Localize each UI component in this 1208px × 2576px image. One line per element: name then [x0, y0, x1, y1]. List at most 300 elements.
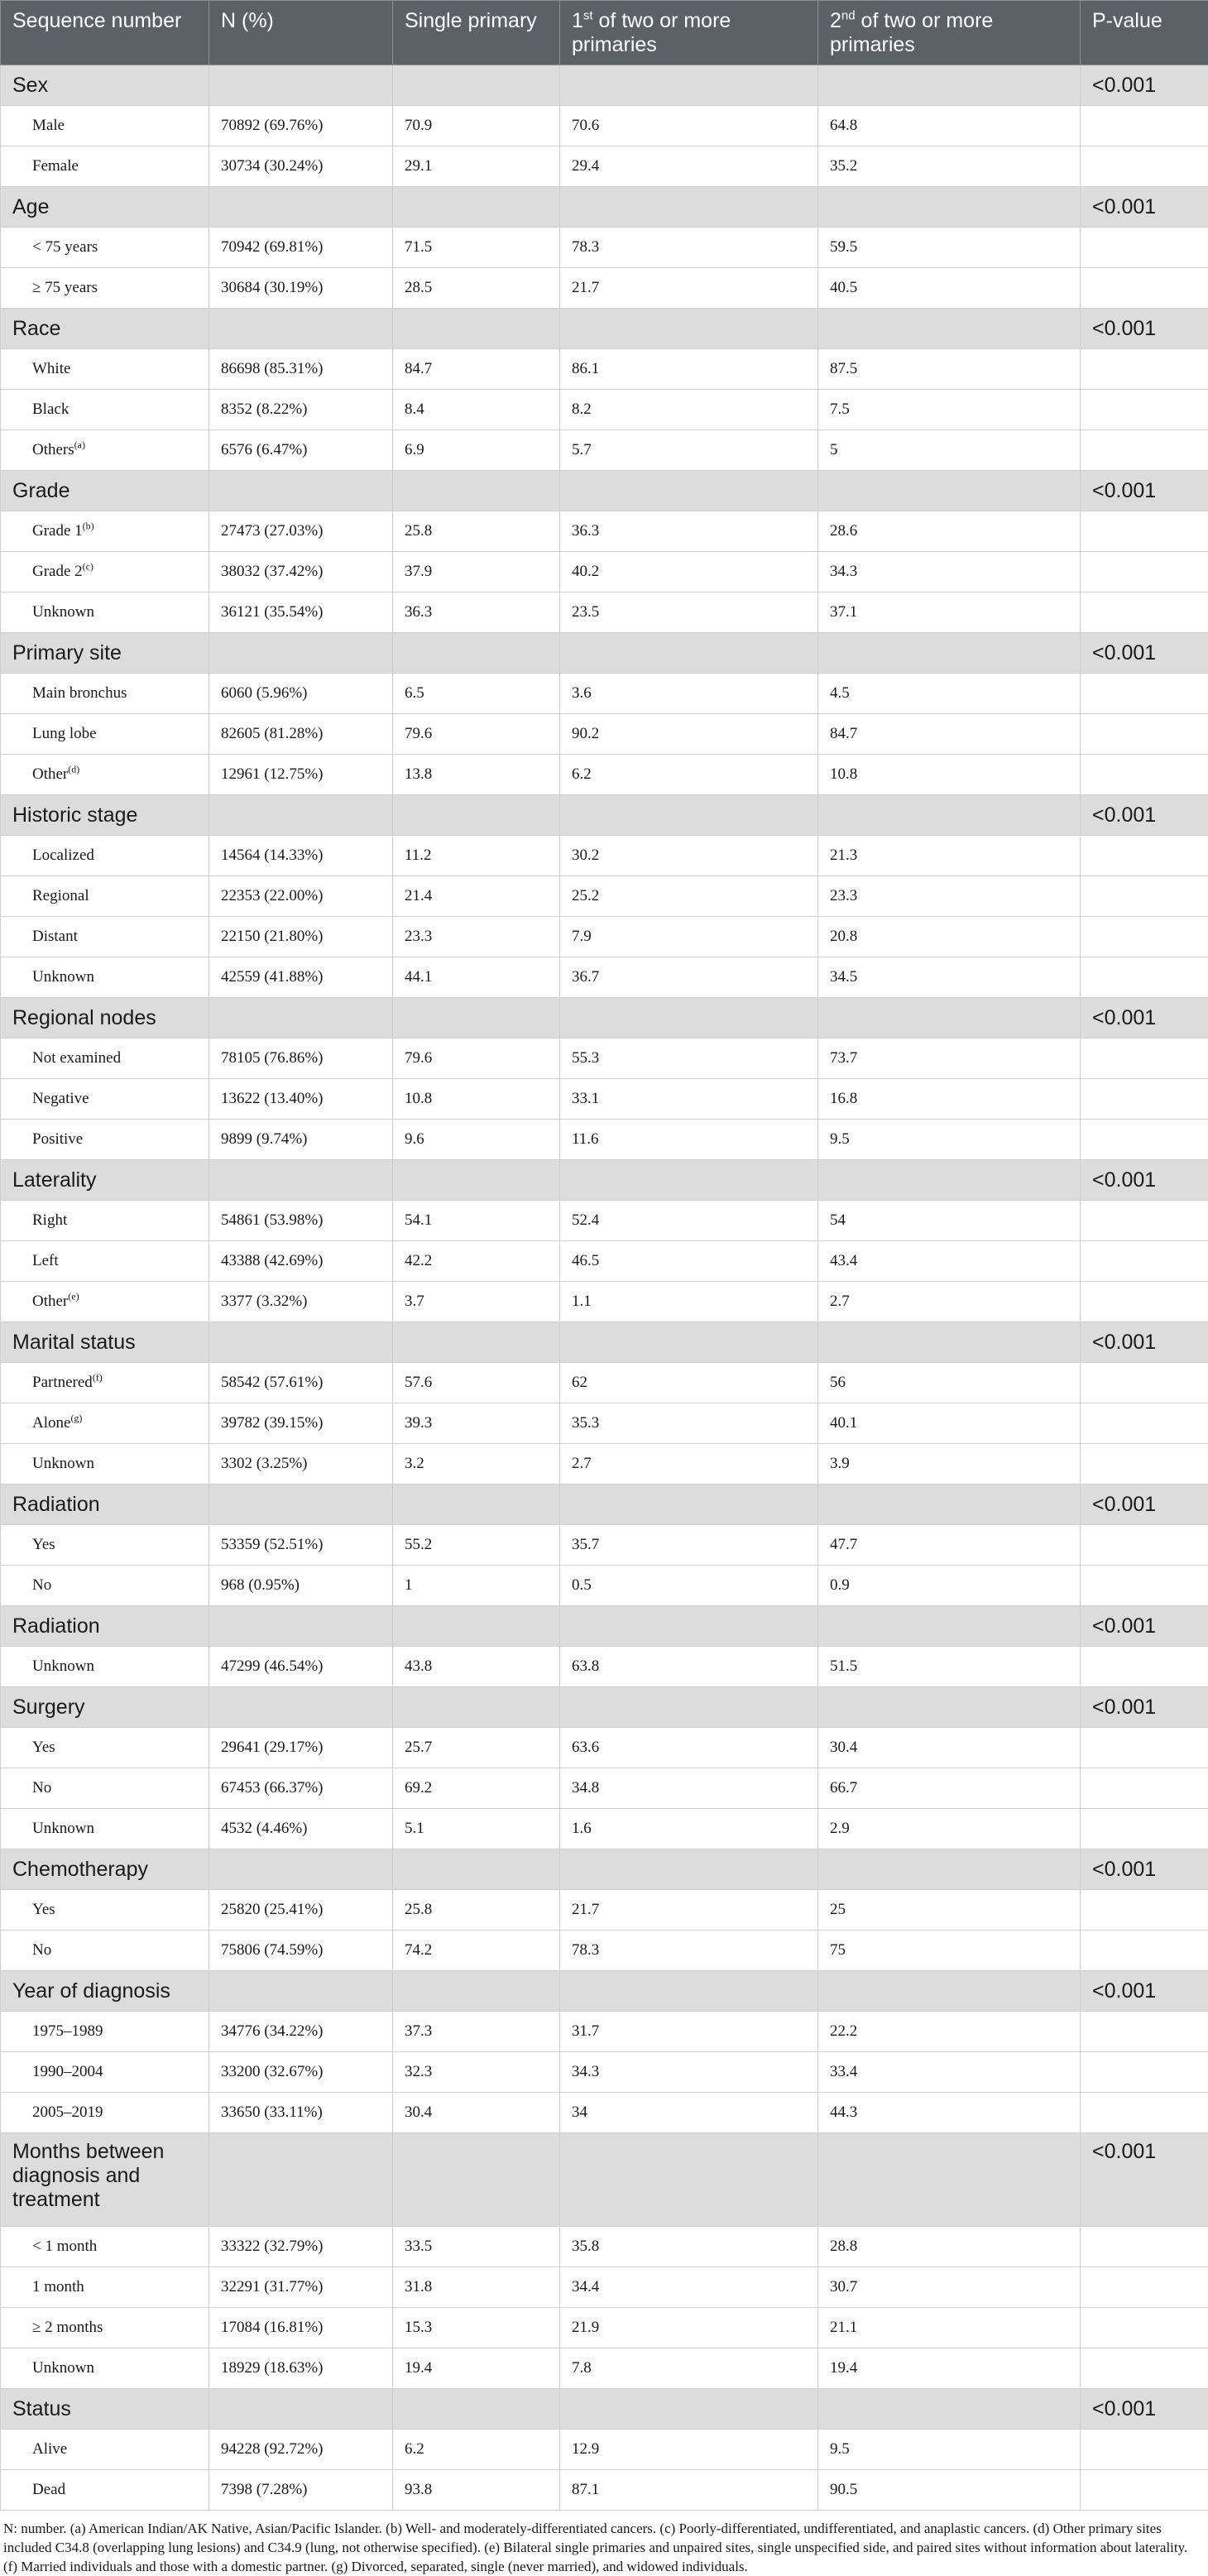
- cell-p-value-empty: [1081, 1647, 1208, 1687]
- cell-second-of-two: 87.5: [818, 349, 1081, 390]
- cell-second-of-two: 51.5: [818, 1647, 1081, 1687]
- group-empty-cell: [560, 1485, 818, 1525]
- cell-p-value-empty: [1081, 228, 1208, 268]
- row-label-text: Unknown: [32, 2359, 94, 2377]
- table-row: [1, 2470, 1208, 2511]
- cell-n-percent: 36121 (35.54%): [209, 592, 393, 633]
- group-name: Radiation: [1, 1485, 209, 1525]
- cell-single-primary: 1: [393, 1566, 560, 1606]
- cell-single-primary: 6.2: [393, 2430, 560, 2470]
- group-empty-cell: [818, 1160, 1081, 1201]
- row-label: [1, 836, 209, 876]
- cell-p-value-empty: [1081, 2470, 1208, 2511]
- row-label-text: Black: [32, 401, 69, 418]
- cell-first-of-two: 3.6: [560, 674, 818, 714]
- table-row: [1, 1079, 1208, 1120]
- cell-second-of-two: 28.8: [818, 2227, 1081, 2267]
- group-row: [1, 471, 1208, 511]
- header-second-sup: nd: [841, 9, 856, 23]
- group-name: Sex: [1, 65, 209, 106]
- header-first-num: 1: [572, 9, 583, 32]
- table-row: [1, 917, 1208, 957]
- table-row: [1, 755, 1208, 795]
- cell-p-value-empty: [1081, 2227, 1208, 2267]
- cell-p-value-empty: [1081, 1363, 1208, 1403]
- table-row: [1, 674, 1208, 714]
- row-label: [1, 1039, 209, 1079]
- group-empty-cell: [818, 309, 1081, 349]
- row-label-text: Others: [32, 441, 74, 458]
- cell-n-percent: 3302 (3.25%): [209, 1444, 393, 1485]
- row-label-text: Localized: [32, 847, 94, 864]
- row-label-footnote-marker: (c): [83, 561, 93, 573]
- group-empty-cell: [818, 2133, 1081, 2227]
- table-row: [1, 2348, 1208, 2389]
- group-empty-cell: [393, 1485, 560, 1525]
- group-row: [1, 1485, 1208, 1525]
- group-name: Regional nodes: [1, 998, 209, 1039]
- row-label: [1, 349, 209, 390]
- group-empty-cell: [393, 1606, 560, 1647]
- row-label-text: Distant: [32, 928, 78, 945]
- group-empty-cell: [209, 309, 393, 349]
- row-label-text: Regional: [32, 887, 89, 904]
- cell-single-primary: 25.7: [393, 1728, 560, 1768]
- group-empty-cell: [560, 795, 818, 836]
- cell-single-primary: 31.8: [393, 2267, 560, 2308]
- cell-n-percent: 47299 (46.54%): [209, 1647, 393, 1687]
- group-empty-cell: [393, 1322, 560, 1363]
- row-label-text: Lung lobe: [32, 725, 97, 742]
- row-label-text: Grade 2: [32, 563, 83, 580]
- row-label-text: < 1 month: [32, 2238, 97, 2255]
- row-label: [1, 1931, 209, 1971]
- cell-second-of-two: 22.2: [818, 2012, 1081, 2052]
- row-label-text: No: [32, 1576, 51, 1594]
- group-empty-cell: [818, 1971, 1081, 2012]
- cell-first-of-two: 29.4: [560, 146, 818, 187]
- table-row: [1, 228, 1208, 268]
- cell-first-of-two: 2.7: [560, 1444, 818, 1485]
- group-empty-cell: [393, 1160, 560, 1201]
- cell-n-percent: 53359 (52.51%): [209, 1525, 393, 1566]
- table-row: [1, 390, 1208, 430]
- cell-single-primary: 57.6: [393, 1363, 560, 1403]
- group-empty-cell: [209, 1687, 393, 1728]
- group-row: [1, 1971, 1208, 2012]
- cell-p-value-empty: [1081, 957, 1208, 998]
- cell-p-value-empty: [1081, 1768, 1208, 1809]
- group-empty-cell: [209, 633, 393, 674]
- group-empty-cell: [560, 1322, 818, 1363]
- row-label-text: Right: [32, 1211, 67, 1229]
- cell-second-of-two: 47.7: [818, 1525, 1081, 1566]
- cell-n-percent: 42559 (41.88%): [209, 957, 393, 998]
- cell-n-percent: 78105 (76.86%): [209, 1039, 393, 1079]
- cell-p-value-empty: [1081, 552, 1208, 592]
- group-empty-cell: [393, 633, 560, 674]
- cell-p-value-empty: [1081, 349, 1208, 390]
- table-row: [1, 1890, 1208, 1931]
- cell-single-primary: 8.4: [393, 390, 560, 430]
- cell-n-percent: 34776 (34.22%): [209, 2012, 393, 2052]
- cell-second-of-two: 40.5: [818, 268, 1081, 309]
- row-label: [1, 917, 209, 957]
- cell-p-value-empty: [1081, 430, 1208, 471]
- group-empty-cell: [560, 633, 818, 674]
- group-p-value: <0.001: [1081, 1687, 1208, 1728]
- group-empty-cell: [818, 633, 1081, 674]
- row-label-text: Yes: [32, 1536, 55, 1553]
- cell-first-of-two: 1.6: [560, 1809, 818, 1849]
- group-empty-cell: [209, 795, 393, 836]
- group-empty-cell: [818, 65, 1081, 106]
- cell-first-of-two: 86.1: [560, 349, 818, 390]
- row-label: [1, 674, 209, 714]
- row-label-text: White: [32, 360, 70, 377]
- group-p-value: <0.001: [1081, 1971, 1208, 2012]
- group-row: [1, 1322, 1208, 1363]
- row-label: [1, 1728, 209, 1768]
- cell-first-of-two: 7.8: [560, 2348, 818, 2389]
- row-label-text: Grade 1: [32, 522, 83, 540]
- group-empty-cell: [818, 1606, 1081, 1647]
- table-row: [1, 1768, 1208, 1809]
- cell-p-value-empty: [1081, 714, 1208, 755]
- cell-n-percent: 70942 (69.81%): [209, 228, 393, 268]
- cell-single-primary: 84.7: [393, 349, 560, 390]
- row-label-footnote-marker: (d): [68, 764, 79, 775]
- header-first-sup: st: [583, 9, 593, 23]
- group-empty-cell: [560, 471, 818, 511]
- cell-p-value-empty: [1081, 592, 1208, 633]
- row-label: [1, 1201, 209, 1241]
- cell-single-primary: 33.5: [393, 2227, 560, 2267]
- row-label: [1, 1363, 209, 1403]
- row-label: [1, 2348, 209, 2389]
- group-empty-cell: [393, 2389, 560, 2430]
- cell-second-of-two: 21.3: [818, 836, 1081, 876]
- cell-second-of-two: 40.1: [818, 1403, 1081, 1444]
- table-row: [1, 1525, 1208, 1566]
- group-p-value: <0.001: [1081, 998, 1208, 1039]
- cell-p-value-empty: [1081, 2308, 1208, 2348]
- table-row: [1, 1931, 1208, 1971]
- group-row: [1, 187, 1208, 228]
- cell-first-of-two: 36.3: [560, 511, 818, 552]
- cell-n-percent: 13622 (13.40%): [209, 1079, 393, 1120]
- cell-n-percent: 22150 (21.80%): [209, 917, 393, 957]
- cell-p-value-empty: [1081, 390, 1208, 430]
- table-row: [1, 2052, 1208, 2093]
- cell-first-of-two: 35.8: [560, 2227, 818, 2267]
- group-name: Marital status: [1, 1322, 209, 1363]
- table-row: [1, 2308, 1208, 2348]
- cell-first-of-two: 35.3: [560, 1403, 818, 1444]
- cell-first-of-two: 21.7: [560, 268, 818, 309]
- group-empty-cell: [209, 1485, 393, 1525]
- cell-first-of-two: 36.7: [560, 957, 818, 998]
- cell-n-percent: 33650 (33.11%): [209, 2093, 393, 2133]
- group-name: Months between diagnosis and treatment: [1, 2133, 209, 2227]
- row-label: [1, 1809, 209, 1849]
- cell-first-of-two: 52.4: [560, 1201, 818, 1241]
- cell-n-percent: 67453 (66.37%): [209, 1768, 393, 1809]
- cell-n-percent: 30734 (30.24%): [209, 146, 393, 187]
- table-row: [1, 1201, 1208, 1241]
- group-name: Age: [1, 187, 209, 228]
- cell-p-value-empty: [1081, 268, 1208, 309]
- group-row: [1, 1687, 1208, 1728]
- row-label: [1, 146, 209, 187]
- table-row: [1, 2227, 1208, 2267]
- cell-single-primary: 32.3: [393, 2052, 560, 2093]
- table-row: [1, 836, 1208, 876]
- cell-second-of-two: 5: [818, 430, 1081, 471]
- cell-single-primary: 42.2: [393, 1241, 560, 1282]
- table-row: [1, 1282, 1208, 1322]
- row-label-footnote-marker: (a): [74, 439, 85, 451]
- cell-p-value-empty: [1081, 2052, 1208, 2093]
- cell-first-of-two: 23.5: [560, 592, 818, 633]
- cell-single-primary: 74.2: [393, 1931, 560, 1971]
- cell-second-of-two: 33.4: [818, 2052, 1081, 2093]
- cell-second-of-two: 9.5: [818, 1120, 1081, 1160]
- group-empty-cell: [560, 187, 818, 228]
- cell-first-of-two: 21.7: [560, 1890, 818, 1931]
- group-p-value: <0.001: [1081, 2133, 1208, 2227]
- cell-p-value-empty: [1081, 1525, 1208, 1566]
- group-empty-cell: [818, 187, 1081, 228]
- cell-p-value-empty: [1081, 1931, 1208, 1971]
- cell-single-primary: 43.8: [393, 1647, 560, 1687]
- cell-second-of-two: 16.8: [818, 1079, 1081, 1120]
- row-label-text: Unknown: [32, 968, 94, 986]
- cell-p-value-empty: [1081, 1728, 1208, 1768]
- row-label-text: 2005–2019: [32, 2103, 103, 2121]
- cell-first-of-two: 78.3: [560, 1931, 818, 1971]
- table-footnote: N: number. (a) American Indian/AK Native, Asian/Pacific Islander. (b) Well- and moderately-differentiated cancers. (c) Poorly-differentiated, undifferentiated, and anaplastic cancers. (d) Other primary sites included C34.8 (overlapping lung lesions) and C34.9 (lung, not otherwise specified). (e) Bilateral single primaries and unpaired sites, single unspecified side, and paired sites without information about laterality. (f) Married individuals and those with a domestic partner. (g) Divorced, separated, single (never married), and widowed individuals.: [0, 2511, 1208, 2576]
- row-label: [1, 1079, 209, 1120]
- group-name: Grade: [1, 471, 209, 511]
- cell-single-primary: 30.4: [393, 2093, 560, 2133]
- cell-n-percent: 22353 (22.00%): [209, 876, 393, 917]
- row-label: [1, 1768, 209, 1809]
- cell-first-of-two: 70.6: [560, 106, 818, 146]
- row-label: [1, 2052, 209, 2093]
- cell-second-of-two: 90.5: [818, 2470, 1081, 2511]
- cell-first-of-two: 8.2: [560, 390, 818, 430]
- group-empty-cell: [393, 998, 560, 1039]
- row-label: [1, 106, 209, 146]
- cell-second-of-two: 23.3: [818, 876, 1081, 917]
- table-row: [1, 268, 1208, 309]
- cell-second-of-two: 59.5: [818, 228, 1081, 268]
- cell-p-value-empty: [1081, 2012, 1208, 2052]
- cell-single-primary: 79.6: [393, 1039, 560, 1079]
- cell-single-primary: 21.4: [393, 876, 560, 917]
- row-label: [1, 1566, 209, 1606]
- row-label: [1, 2267, 209, 2308]
- cell-single-primary: 10.8: [393, 1079, 560, 1120]
- group-empty-cell: [393, 1971, 560, 2012]
- group-empty-cell: [560, 1849, 818, 1890]
- table-row: [1, 1039, 1208, 1079]
- group-empty-cell: [393, 471, 560, 511]
- group-name: Race: [1, 309, 209, 349]
- cell-second-of-two: 30.4: [818, 1728, 1081, 1768]
- group-empty-cell: [560, 2389, 818, 2430]
- cell-n-percent: 94228 (92.72%): [209, 2430, 393, 2470]
- cell-n-percent: 8352 (8.22%): [209, 390, 393, 430]
- cell-single-primary: 69.2: [393, 1768, 560, 1809]
- cell-single-primary: 28.5: [393, 268, 560, 309]
- header-second-num: 2: [830, 9, 841, 32]
- header-second-of-two: [818, 1, 1081, 65]
- row-label: [1, 714, 209, 755]
- cell-n-percent: 17084 (16.81%): [209, 2308, 393, 2348]
- row-label-text: Other: [32, 765, 68, 783]
- cell-single-primary: 9.6: [393, 1120, 560, 1160]
- row-label-text: Unknown: [32, 1455, 94, 1472]
- cell-first-of-two: 0.5: [560, 1566, 818, 1606]
- cell-second-of-two: 19.4: [818, 2348, 1081, 2389]
- group-row: [1, 309, 1208, 349]
- cell-single-primary: 37.9: [393, 552, 560, 592]
- cell-first-of-two: 78.3: [560, 228, 818, 268]
- cell-n-percent: 30684 (30.19%): [209, 268, 393, 309]
- cell-second-of-two: 10.8: [818, 755, 1081, 795]
- cell-second-of-two: 0.9: [818, 1566, 1081, 1606]
- cell-p-value-empty: [1081, 917, 1208, 957]
- row-label-text: Yes: [32, 1739, 55, 1756]
- table-body: [1, 65, 1208, 2511]
- group-name: Radiation: [1, 1606, 209, 1647]
- group-empty-cell: [209, 65, 393, 106]
- cell-second-of-two: 30.7: [818, 2267, 1081, 2308]
- cell-n-percent: 25820 (25.41%): [209, 1890, 393, 1931]
- row-label-text: 1 month: [32, 2278, 84, 2295]
- row-label-text: Dead: [32, 2481, 65, 2498]
- row-label-text: Female: [32, 157, 79, 175]
- row-label: [1, 1647, 209, 1687]
- group-row: [1, 2133, 1208, 2227]
- table-row: [1, 1728, 1208, 1768]
- row-label: [1, 1120, 209, 1160]
- cell-single-primary: 29.1: [393, 146, 560, 187]
- group-p-value: <0.001: [1081, 471, 1208, 511]
- cell-n-percent: 75806 (74.59%): [209, 1931, 393, 1971]
- table-row: [1, 1363, 1208, 1403]
- cell-first-of-two: 55.3: [560, 1039, 818, 1079]
- table-row: [1, 1120, 1208, 1160]
- row-label: [1, 2308, 209, 2348]
- group-row: [1, 795, 1208, 836]
- row-label-text: No: [32, 1779, 51, 1796]
- group-name: Status: [1, 2389, 209, 2430]
- row-label: [1, 1444, 209, 1485]
- row-label-text: ≥ 75 years: [32, 279, 98, 296]
- group-empty-cell: [818, 1687, 1081, 1728]
- cell-n-percent: 9899 (9.74%): [209, 1120, 393, 1160]
- row-label-footnote-marker: (f): [93, 1372, 103, 1384]
- header-first-of-two: [560, 1, 818, 65]
- row-label: [1, 1241, 209, 1282]
- cell-n-percent: 7398 (7.28%): [209, 2470, 393, 2511]
- row-label: [1, 957, 209, 998]
- group-empty-cell: [393, 65, 560, 106]
- cell-first-of-two: 90.2: [560, 714, 818, 755]
- group-empty-cell: [818, 795, 1081, 836]
- row-label: [1, 2093, 209, 2133]
- group-empty-cell: [560, 1971, 818, 2012]
- table-row: [1, 106, 1208, 146]
- group-empty-cell: [560, 1160, 818, 1201]
- cell-second-of-two: 54: [818, 1201, 1081, 1241]
- cell-first-of-two: 25.2: [560, 876, 818, 917]
- table-row: [1, 1241, 1208, 1282]
- cell-single-primary: 93.8: [393, 2470, 560, 2511]
- row-label-text: Not examined: [32, 1049, 121, 1067]
- cell-n-percent: 4532 (4.46%): [209, 1809, 393, 1849]
- row-label: [1, 1282, 209, 1322]
- cell-n-percent: 14564 (14.33%): [209, 836, 393, 876]
- row-label-text: Main bronchus: [32, 684, 127, 702]
- cell-first-of-two: 6.2: [560, 755, 818, 795]
- group-name: Chemotherapy: [1, 1849, 209, 1890]
- group-empty-cell: [209, 2133, 393, 2227]
- cell-single-primary: 19.4: [393, 2348, 560, 2389]
- cell-first-of-two: 46.5: [560, 1241, 818, 1282]
- row-label: [1, 755, 209, 795]
- group-p-value: <0.001: [1081, 633, 1208, 674]
- cell-second-of-two: 34.5: [818, 957, 1081, 998]
- group-empty-cell: [818, 998, 1081, 1039]
- table-row: [1, 592, 1208, 633]
- row-label: [1, 552, 209, 592]
- group-row: [1, 2389, 1208, 2430]
- cell-single-primary: 37.3: [393, 2012, 560, 2052]
- table-row: [1, 552, 1208, 592]
- cell-n-percent: 82605 (81.28%): [209, 714, 393, 755]
- row-label-text: No: [32, 1941, 51, 1959]
- cell-single-primary: 39.3: [393, 1403, 560, 1444]
- group-empty-cell: [560, 309, 818, 349]
- cell-p-value-empty: [1081, 1079, 1208, 1120]
- group-empty-cell: [393, 1687, 560, 1728]
- group-p-value: <0.001: [1081, 187, 1208, 228]
- group-p-value: <0.001: [1081, 2389, 1208, 2430]
- cell-p-value-empty: [1081, 876, 1208, 917]
- row-label: [1, 876, 209, 917]
- group-empty-cell: [818, 1322, 1081, 1363]
- cell-single-primary: 6.5: [393, 674, 560, 714]
- group-name: Laterality: [1, 1160, 209, 1201]
- group-empty-cell: [393, 795, 560, 836]
- table-row: [1, 2012, 1208, 2052]
- cell-n-percent: 3377 (3.32%): [209, 1282, 393, 1322]
- group-empty-cell: [209, 471, 393, 511]
- row-label-text: Other: [32, 1293, 68, 1310]
- cell-n-percent: 12961 (12.75%): [209, 755, 393, 795]
- cell-second-of-two: 75: [818, 1931, 1081, 1971]
- header-row: [1, 1, 1208, 65]
- group-empty-cell: [393, 309, 560, 349]
- cell-p-value-empty: [1081, 674, 1208, 714]
- row-label: [1, 268, 209, 309]
- group-row: [1, 1606, 1208, 1647]
- row-label-text: Yes: [32, 1901, 55, 1918]
